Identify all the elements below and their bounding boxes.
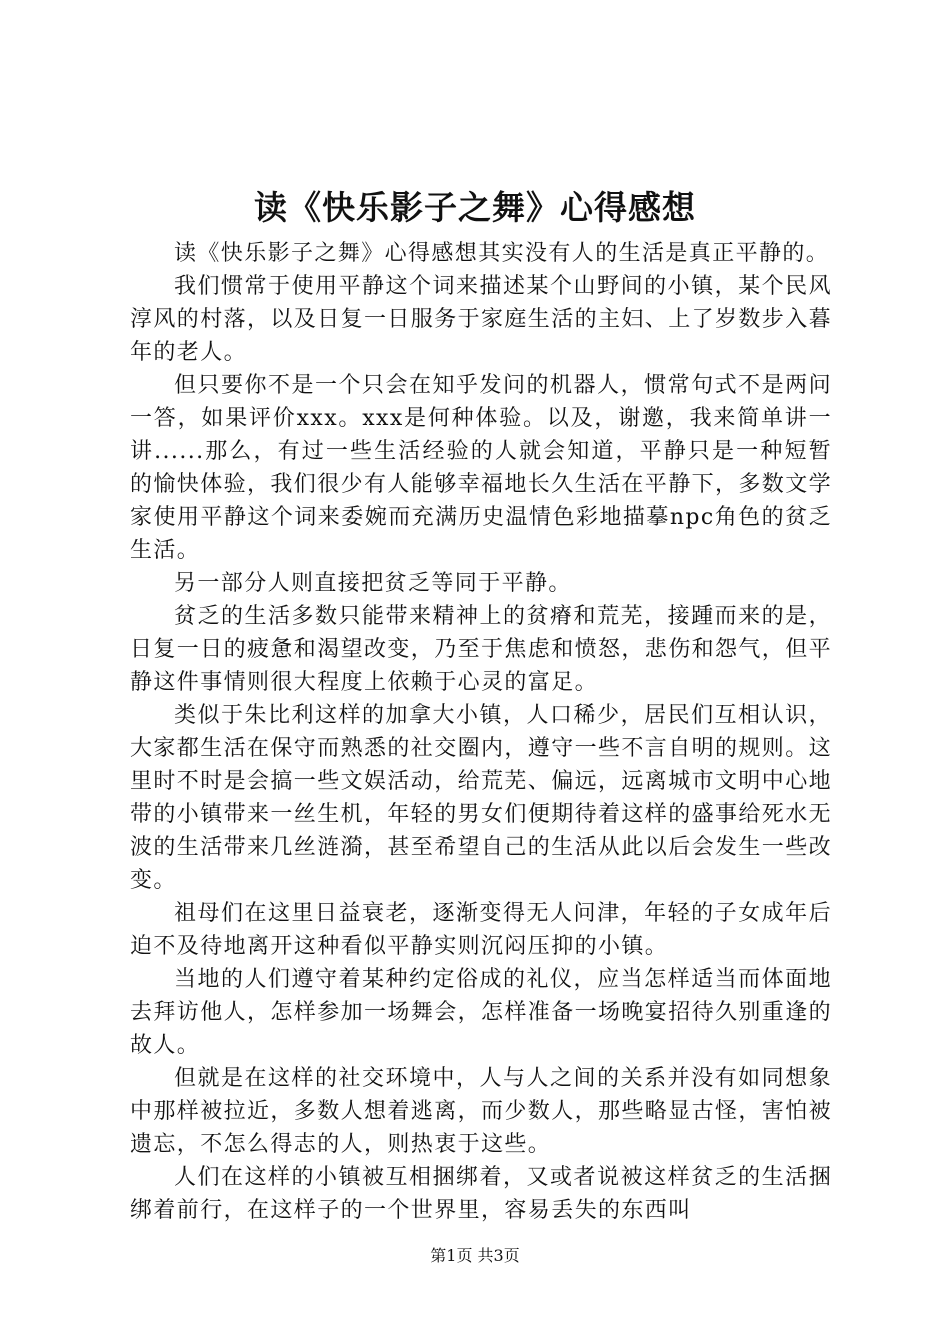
paragraph: 另一部分人则直接把贫乏等同于平静。 xyxy=(174,571,572,596)
paragraph: 贫乏的生活多数只能带来精神上的贫瘠和荒芜，接踵而来的是，日复一日的疲惫和渴望改变，乃至于焦虑和愤怒，悲伤和怨气，但平静这件事情则很大程度上依赖于心灵的富足。 xyxy=(130,604,833,695)
paragraph: 读《快乐影子之舞》心得感想其实没有人的生活是真正平静的。 xyxy=(174,241,830,266)
page-footer: 第1页 共3页 xyxy=(430,1246,520,1265)
paragraph: 人们在这样的小镇被互相捆绑着，又或者说被这样贫乏的生活捆绑着前行，在这样子的一个世界里，容易丢失的东西叫 xyxy=(130,1165,832,1223)
paragraph: 但只要你不是一个只会在知乎发问的机器人，惯常句式不是两问一答，如果评价xxx。xxx是何种体验。以及，谢邀，我来简单讲一讲......那么，有过一些生活经验的人就会知道，平静只是一种短暂的愉快体验，我们很少有人能够幸福地长久生活在平静下，多数文学家使用平静这个词来委婉而充满历史温情色彩地描摹npc角色的贫乏生活。 xyxy=(130,373,833,563)
paragraph: 祖母们在这里日益衰老，逐渐变得无人问津，年轻的子女成年后迫不及待地离开这种看似平静实则沉闷压抑的小镇。 xyxy=(130,901,832,959)
paragraph: 当地的人们遵守着某种约定俗成的礼仪，应当怎样适当而体面地去拜访他人，怎样参加一场舞会，怎样准备一场晚宴招待久别重逢的故人。 xyxy=(130,967,833,1058)
paragraph: 我们惯常于使用平静这个词来描述某个山野间的小镇，某个民风淳风的村落，以及日复一日服务于家庭生活的主妇、上了岁数步入暮年的老人。 xyxy=(130,274,833,365)
paragraph: 但就是在这样的社交环境中，人与人之间的关系并没有如同想象中那样被拉近，多数人想着逃离，而少数人，那些略显古怪，害怕被遗忘，不怎么得志的人，则热衷于这些。 xyxy=(130,1066,833,1157)
document-body xyxy=(130,237,832,1227)
paragraph: 类似于朱比利这样的加拿大小镇，人口稀少，居民们互相认识，大家都生活在保守而熟悉的社交圈内，遵守一些不言自明的规则。这里时不时是会搞一些文娱活动，给荒芜、偏远，远离城市文明中心地带的小镇带来一丝生机，年轻的男女们便期待着这样的盛事给死水无波的生活带来几丝涟漪，甚至希望自己的生活从此以后会发生一些改变。 xyxy=(130,703,833,893)
document-title: 读《快乐影子之舞》心得感想 xyxy=(254,188,696,227)
